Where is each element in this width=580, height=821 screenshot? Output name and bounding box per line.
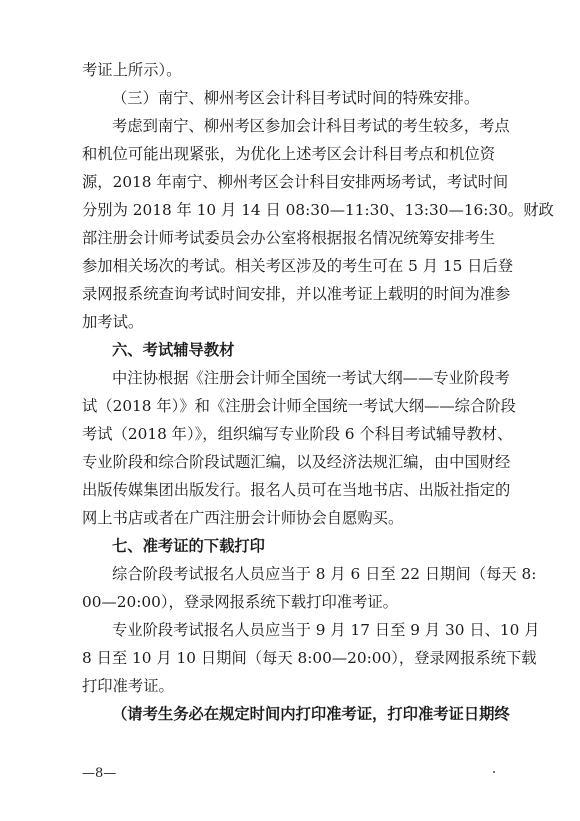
text-line-23: 打印准考证。: [82, 677, 174, 695]
text-line-17: 网上书店或者在广西注册会计师协会自愿购买。: [82, 509, 404, 527]
text-line-1: 考证上所示）。: [82, 61, 182, 79]
section-heading-6: 六、考试辅导教材: [112, 341, 235, 359]
text-line-21: 专业阶段考试报名人员应当于 9 月 17 日至 9 月 30 日、10 月: [112, 621, 540, 639]
text-line-5: 源，2018 年南宁、柳州考区会计科目安排两场考试，考试时间: [82, 173, 509, 191]
text-line-4: 和机位可能出现紧张，为优化上述考区会计科目考点和机位资: [82, 145, 496, 163]
text-line-14: 考试（2018 年）》，组织编写专业阶段 6 个科目考试辅导教材、: [82, 425, 513, 443]
text-line-13: 试（2018 年）》和《注册会计师全国统一考试大纲——综合阶段: [82, 397, 516, 415]
text-line-22: 8 日至 10 月 10 日期间（每天 8:00—20:00），登录网报系统下载: [82, 649, 537, 667]
page-number: —8—: [82, 766, 117, 781]
section-heading-7: 七、准考证的下载打印: [112, 537, 265, 555]
text-line-9: 录网报系统查询考试时间安排，并以准考证上载明的时间为准参: [82, 285, 511, 303]
text-line-8: 参加相关场次的考试。相关考区涉及的考生可在 5 月 15 日后登: [82, 257, 514, 275]
text-line-24-emphasis: （请考生务必在规定时间内打印准考证，打印准考证日期终: [112, 705, 510, 723]
text-line-12: 中注协根据《注册会计师全国统一考试大纲——专业阶段考: [112, 369, 510, 387]
text-line-7: 部注册会计师考试委员会办公室将根据报名情况统筹安排考生: [82, 229, 496, 247]
text-line-15: 专业阶段和综合阶段试题汇编，以及经济法规汇编，由中国财经: [82, 453, 511, 471]
subsection-heading-3: （三）南宁、柳州考区会计科目考试时间的特殊安排。: [112, 89, 480, 107]
scan-mark: [493, 771, 495, 773]
text-line-6: 分别为 2018 年 10 月 14 日 08:30—11:30、13:30—16:30。财政: [82, 201, 554, 219]
text-line-16: 出版传媒集团出版发行。报名人员可在当地书店、出版社指定的: [82, 481, 511, 499]
text-line-10: 加考试。: [82, 313, 144, 331]
text-line-3: 考虑到南宁、柳州考区参加会计科目考试的考生较多，考点: [112, 117, 510, 135]
text-line-20: 00—20:00），登录网报系统下载打印准考证。: [82, 593, 398, 611]
text-line-19: 综合阶段考试报名人员应当于 8 月 6 日至 22 日期间（每天 8:: [112, 565, 537, 583]
